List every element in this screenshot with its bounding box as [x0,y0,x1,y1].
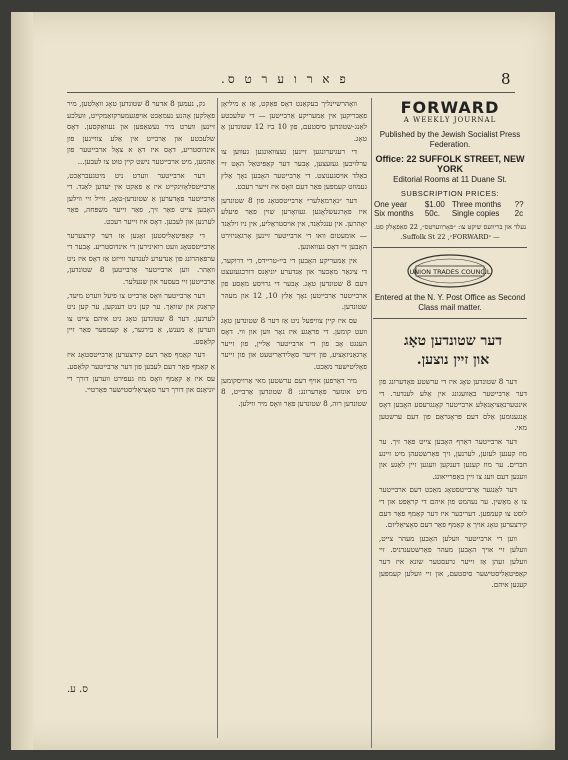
price-row [373,209,527,218]
column-divider [371,98,372,748]
price-value: ?? [514,200,524,209]
paragraph: עס איז קיין צוויפעל ניט אַז דער 8 שטונדען טאָג וועט קומען. די פראַגע איז נאָר ווען און ווי. דאָס הענגט אָב פון די ארבייטער אַליין, פון זייער אָרגאַניזאַציע, פון זייער סאָלידאַריטעט און פון זייער פאָליטישער מאַכט. [221,315,367,372]
paragraph: די רעגיערונגען זיינען נעצוואונגען געווען צו ערלויבען געזעצען, אָבער דער קאַפּיטאַל האָט זיי באַלד אויסגענוצט. די אַרבייטער האָבען נאָך אַלץ געמוזט קעמפען פאַר דעם וואָס איז זייער רעכט. [221,147,367,192]
masthead-subtitle: A WEEKLY JOURNAL [403,116,497,124]
masthead-editorial: Editorial Rooms at 11 Duane St. [393,175,507,184]
paragraph: די קאַפּיטאַליסטען זאָגען אַז דער קירצערער אַרבייטסטאָג וועט רואינירען די אינדוסטריע. אָבער די ערפאַהרונג פון אַנדערע לענדער ווייזט אַז דאָס איז ניט וואַהר. ווען ארבייטער אַרבייטען 8 שטונדען, אַרבייטען זיי בעסער און שנעלער. [67,230,215,286]
paragraph: גק, נעמען 8 אדער 8 שטונדען טאָג וואָלטען, מיר פאָלקען אָהנע נעמאַכט אויפגעמערקזאַמקייט, וועלכע זיינען ווערט מיר נעשאַפען און נעוואַקסען. דאָס שלעכטע און אַרבייט אין אַלע צווייגען פון אינדוסטריע, דאָס איז דאָ א צאָל ארבייטער פון אַהמען, מיט ארבייטער נישט קיין טוּט צו לעבען... [67,99,215,166]
price-period: Six months [374,209,414,218]
page-spine [11,12,33,750]
union-label-seal [406,253,494,289]
column-right [379,376,527,748]
column-middle [221,98,367,693]
paragraph: ווען די ארבייטער וועלען האָבען מעהר צייט, וועלען זיי אויך האָבען מעהר פאַרשטענדניס. זיי וועלען זעהן אַז זייער גרעסטער שונא איז דער קאַפּיטאַליסטישער סיסטעם, און זיי וועלען קעמפען קעגען איהם. [379,533,527,590]
price-value: 2c [514,209,524,218]
paragraph: דער ״נאָרמאַלער״ אַרבייטסטאָג פון 8 שטונדען איז פאָרגעשלאָגען געוואָרען שוין פאַר פיעלע יאָהרען. אין ענגלאַנד, אין אויסטראַליע, אין ניו זילאַנד — אומעטום וואו די ארבייטער זיינען אָרגאַניזירט האָבען זיי דאָס געוואונען. [221,195,367,252]
article-title [379,332,527,370]
paragraph: דער לאַנגער אַרבייטסטאָג מאַכט דעם ארבייטער צו אַ מאַשין. ער נעהמט פון איהם די קראַפט און די לוסט צו קעמפען. דעריבער איז דער קאַמף פאַר דעם קירצערען טאָג אויך אַ קאַמף פאַר דעם סאָציאַליזם. [379,485,527,530]
article-title-line: דער שטונדען טאָג [403,333,503,349]
page-number: 8 [501,70,511,88]
price-table [373,200,527,218]
masthead-publisher: Published by the Jewish Socialist Press Federation. [379,130,521,149]
masthead-office: Office: 22 SUFFOLK STREET, NEW YORK [375,154,525,174]
masthead-rule [373,247,527,248]
paragraph: דער ארבייטער דאַרף האָבען צייט פאַר זיך. ער מוז קענען לעזען, לערנען, זיך פאַרשטעהן מיט זיינע חברים. ער מוז קענען דענקען וועגען זיין לאַגע און וועגען דעם וועג צו זיין באַפרייאונג. [379,436,527,481]
masthead-name: FORWARD [400,98,500,117]
newspaper-page [11,12,555,750]
paragraph: דער 8 שטונדען טאָג איז די ערשטע פאָדערונג פון דער אַרבייטער באַוועגונג אין אַלע לענדער. די אינטערנאַציאָנאַלע ארבייטער קאָנגרעסע האָבען דאָס אָנגענומען אַלס דעם פּראָגראַם פון דעם ערשטען מאי. [379,377,527,433]
paragraph: דער קאַמף פאַר דעם קירצערען אַרבייטסטאָג איז אַ קאַמף פאַר דעם לעבען פון דער אַרבייטער קלאַסע. עס איז אַ קאַמף וואָס מוז געפירט ווערען דורך די יוניאַנס און דורך דער סאָציאַליסטישער פּאַרטיי. [67,350,215,395]
article-title-line: און זיין נוצען. [416,352,490,368]
masthead-rule [373,318,527,319]
price-period: One year [374,200,407,209]
column-left [67,98,215,676]
paragraph: וואָהרשיינליך בעקאַנט דאָס פאַקט, אַז אַ מיליאָן פאַבריקען אין אַמעריקע אַרבייטען — די שלעכטע לאַנג-שטונדען סיסטעם, פון 10 ביז 12 שטונדען אַ טאָג. [221,99,367,143]
price-value: 50c. [424,209,440,218]
price-period: Three months [451,200,502,209]
paragraph: אין אַמעריקע האָבען די ביי-טריידס, די דרוקער, די ציגאַר מאַכער און אַנדערע יוניאַנס דורכגעזעצט דעם 8 שטונדען טאָג. אָבער די גרויסע מאַסע פון ארבייטער אַרבייטען נאָך אַלץ 10, 12 און מעהר שטונדען. [221,255,367,312]
price-period: Single copies [451,209,500,218]
paragraph: מיר דאַרפען אויף דעם ערשטען מאי אַרויסקומען מיט אונזער פאָדערונג: 8 שטונדען אַרבייט, 8 שטונדען רוה, 8 שטונדען פאַר וואָס מיר ווילען. [221,375,367,408]
union-label-text: UNION TRADES COUNCIL [409,268,491,277]
postal-entry-note: Entered at the N. Y. Post Office as Second Class mail matter. [374,293,526,313]
price-value: $1.00 [424,200,445,209]
price-row [373,200,527,209]
column-divider [217,98,218,738]
running-title: פ א ר ו ע ר ט ס. [221,72,349,86]
paragraph: דער ארבייטער ווערט ניט מיטגעבראַכט, אַרבייטסלאָזיגקייט איז אַ פאַקט אין יעדען לאַנד. די אַרבייטער פאָדערען אַ שטונדען-טאָג, ווייל זיי ווילען האָבען צייט פאַר זיך, פאַר זייער משפּחה, פאַר לערנען און לעבען. דאָס איז זייער רעכט. [67,170,215,226]
yiddish-address-note: נעלד און בריוועס שיקט צו: ״פאָרווערטס״, 22 סאַפאָלק סט. — ״FORWARD״, 22 Suffolk St. [373,223,527,241]
paragraph: דער אַרבייטער וואָס אַרבייט צו פיעל ווערט מיעד, קראַנק און שוואַך. ער קען ניט דענקען, ער קען ניט לערנען. דער 8 שטונדען טאָג גיט איהם צייט צו ווערען אַ מענש, אַ בירגער, אַ קעמפער פאַר זיין קלאַסע. [67,290,215,346]
subscription-heading: SUBSCRIPTION PRICES: [400,189,500,198]
masthead [373,98,527,324]
author-signature: ס. ע. [67,684,88,695]
header-rule [67,92,515,93]
